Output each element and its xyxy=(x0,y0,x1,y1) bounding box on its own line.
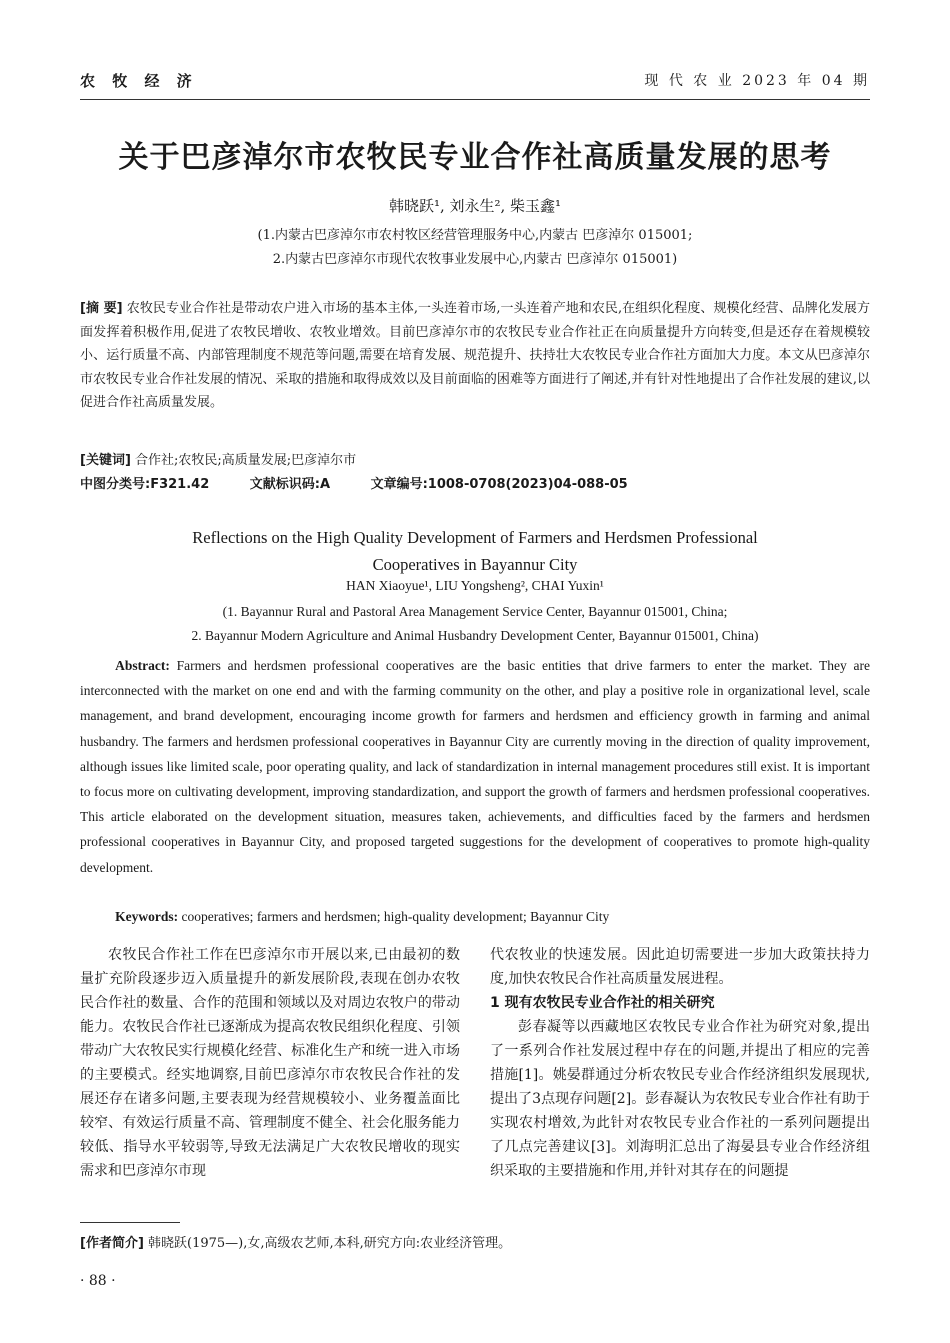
english-keywords-label: Keywords: xyxy=(115,909,179,924)
english-title-line1: Reflections on the High Quality Development of Farmers and Herdsmen Professional xyxy=(192,528,758,547)
author-note-text: 韩晓跃(1975—),女,高级农艺师,本科,研究方向:农业经济管理。 xyxy=(148,1236,512,1251)
intro-paragraph: 农牧民合作社工作在巴彦淖尔市开展以来,已由最初的数量扩充阶段逐步迈入质量提升的新发展阶段,表现在创办农牧民合作社的数量、合作的范围和领域以及对周边农牧户的带动能力。农牧民合作社已逐渐成为提高农牧民组织化程度、引领带动广大农牧民实行规模化经营、标准化生产和统一进入市场的主要模式。经实地调察,目前巴彦淖尔市农牧民合作社的发展还存在诸多问题,主要表现为经营规模较小、业务覆盖面比较窄、有效运行质量不高、管理制度不健全、社会化服务能力较低、指导水平较弱等,导致无法满足广大农牧民增收的现实需求和巴彦淖尔市现 xyxy=(80,947,460,1179)
english-abstract xyxy=(80,653,870,880)
classification-line xyxy=(80,473,870,497)
abstract-cn xyxy=(80,297,870,415)
body-right-column xyxy=(490,943,870,1183)
author-note xyxy=(80,1232,511,1251)
english-abstract-label: Abstract: xyxy=(115,658,170,673)
english-title xyxy=(0,524,950,578)
english-title-line2: Cooperatives in Bayannur City xyxy=(372,555,578,574)
author-note-label: [作者简介] xyxy=(80,1236,144,1251)
paper-title: 关于巴彦淖尔市农牧民专业合作社高质量发展的思考 xyxy=(118,140,832,175)
body-left-column xyxy=(80,943,460,1183)
doc-code: 文献标识码:A xyxy=(249,477,331,492)
footnote-rule xyxy=(80,1222,180,1223)
keywords-label: [关键词] xyxy=(80,453,131,468)
english-abstract-text: Farmers and herdsmen professional cooperatives are the basic entities that drive farmers to enter the market. They are interconnected with the market on one end and with the farming community on the other, and play a positive role in organizational level, scale management, and brand development, encouraging income growth for farmers and herdsmen and efficiency growth in farming and animal husbandry. The farmers and herdsmen professional cooperatives in Bayannur City are currently moving in the direction of quality improvement, although issues like limited scale, poor operating quality, and lack of standardization in internal management procedures still exist. It is important to focus more on cultivating development, improving standardization, and support the growth of farmers and herdsmen professional cooperatives. This article elaborated on the development situation, measures taken, achievements, and difficulties faced by the farmers and herdsmen professional cooperatives in Bayannur City, and proposed targeted suggestions for the development of cooperatives to promote high-quality development. xyxy=(80,658,870,875)
section-label: 农 牧 经 济 xyxy=(80,72,198,90)
english-affiliation-2: 2. Bayannur Modern Agriculture and Animal Husbandry Development Center, Bayannur 015001, China) xyxy=(191,628,759,643)
journal-issue: 现 代 农 业 2023 年 04 期 xyxy=(644,73,870,89)
intro-continuation: 代农牧业的快速发展。因此迫切需要进一步加大政策扶持力度,加快农牧民合作社高质量发展进程。 xyxy=(490,947,870,987)
abstract-text: 农牧民专业合作社是带动农户进入市场的基本主体,一头连着市场,一头连着产地和农民,在组织化程度、规模化经营、品牌化发展方面发挥着积极作用,促进了农牧民增收、农牧业增效。目前巴彦淖尔市的农牧民专业合作社正在向质量提升方向转变,但是还存在着规模较小、运行质量不高、内部管理制度不规范等问题,需要在培育发展、规范提升、扶持壮大农牧民专业合作社方面加大力度。本文从巴彦淖尔市农牧民专业合作社发展的情况、采取的措施和取得成效以及目前面临的困难等方面进行了阐述,并有针对性地提出了合作社发展的建议,以促进合作社高质量发展。 xyxy=(80,301,870,411)
clc-number: 中图分类号:F321.42 xyxy=(80,477,210,492)
article-number: 文章编号:1008-0708(2023)04-088-05 xyxy=(370,477,628,492)
research-paragraph: 彭春凝等以西藏地区农牧民专业合作社为研究对象,提出了一系列合作社发展过程中存在的问题,并提出了相应的完善措施[1]。姚晏群通过分析农牧民专业合作经济组织发展现状,提出了3点现存问题[2]。彭春凝认为农牧民专业合作社有助于实现农村增效,为此针对农牧民专业合作社的一系列问题提出了几点完善建议[3]。刘海明汇总出了海晏县专业合作经济组织采取的主要措施和作用,并针对其存在的问题提 xyxy=(490,1019,870,1179)
abstract-label: [摘 要] xyxy=(80,301,123,316)
keywords-text: 合作社;农牧民;高质量发展;巴彦淖尔市 xyxy=(135,453,357,468)
english-affiliation-1: (1. Bayannur Rural and Pastoral Area Management Service Center, Bayannur 015001, China; xyxy=(222,604,728,619)
header-rule xyxy=(80,99,870,100)
section-heading: 1 现有农牧民专业合作社的相关研究 xyxy=(490,995,715,1011)
authors-cn: 韩晓跃¹, 刘永生², 柴玉鑫¹ xyxy=(388,197,562,215)
page-number: · 88 · xyxy=(80,1273,116,1289)
affiliation-1: (1.内蒙古巴彦淖尔市农村牧区经营管理服务中心,内蒙古 巴彦淖尔 015001; xyxy=(257,228,693,243)
english-authors: HAN Xiaoyue¹, LIU Yongsheng², CHAI Yuxin¹ xyxy=(346,578,604,593)
english-keywords xyxy=(80,904,870,929)
affiliation-2: 2.内蒙古巴彦淖尔市现代农牧事业发展中心,内蒙古 巴彦淖尔 015001) xyxy=(272,252,678,267)
english-keywords-text: cooperatives; farmers and herdsmen; high-quality development; Bayannur City xyxy=(181,909,610,924)
keywords-cn xyxy=(80,449,870,473)
